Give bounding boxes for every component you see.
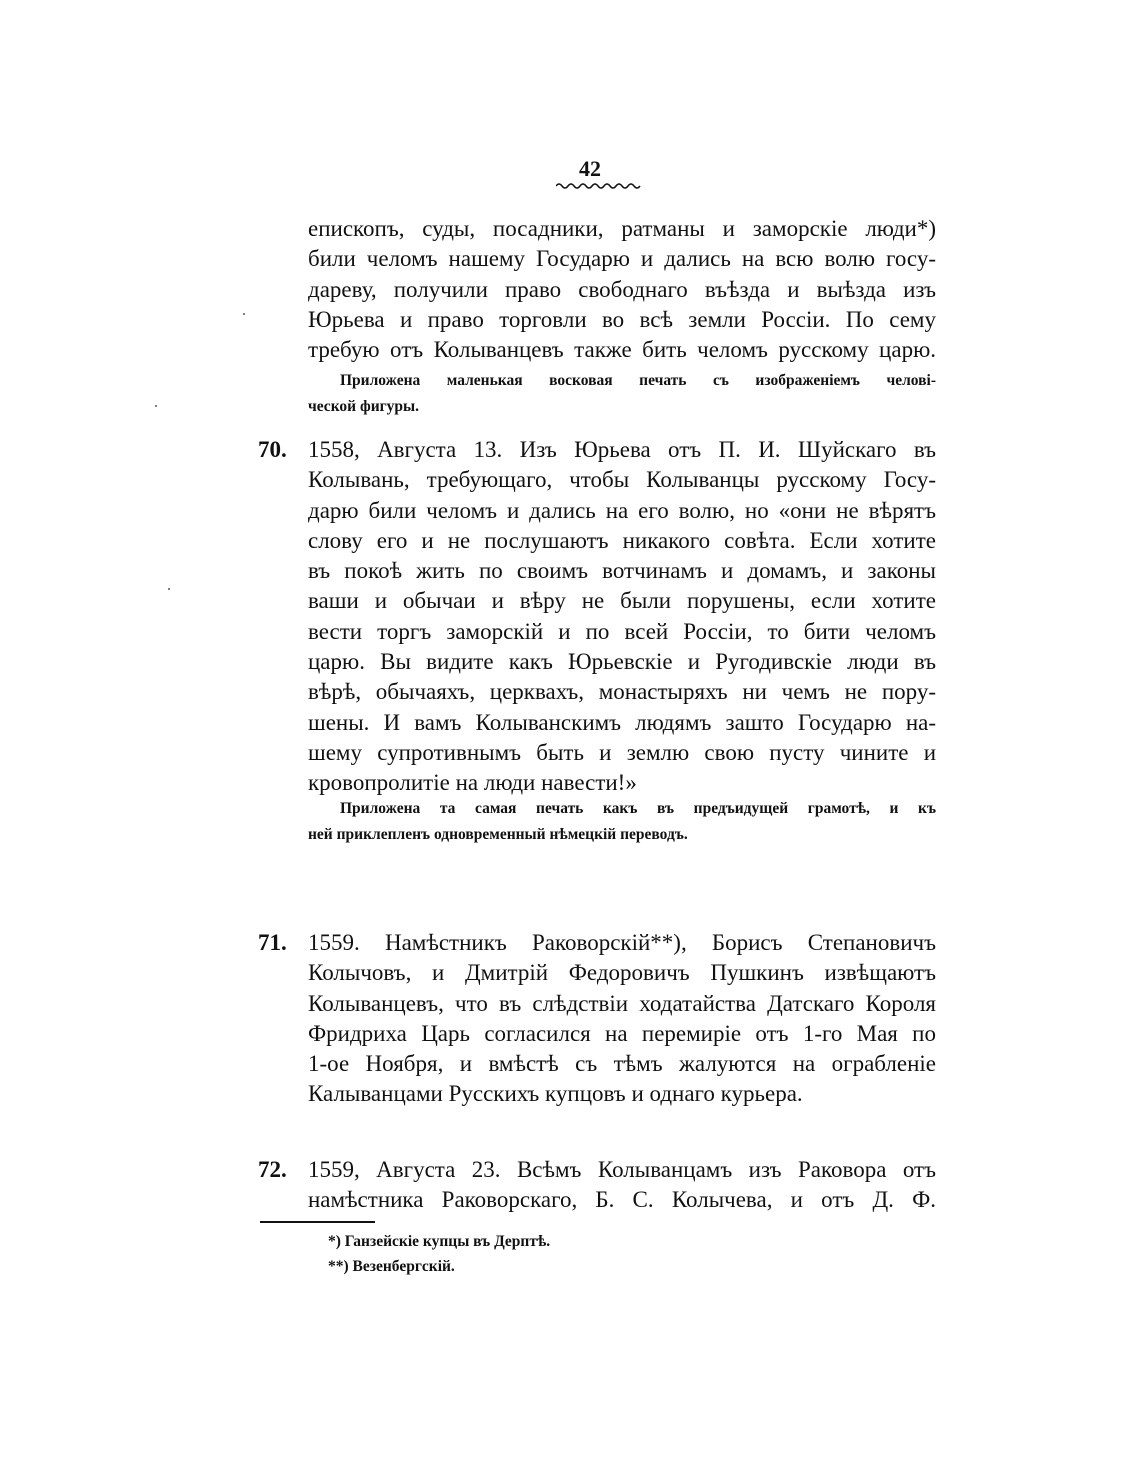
text-line: требую отъ Колыванцевъ также бить челомъ русскому царю. [308, 337, 936, 363]
text-line: Колыванцевъ, что въ слѣдствіи ходатайства Датскаго Короля [308, 990, 936, 1016]
entry-70-note [308, 796, 936, 847]
text-line: ней приклепленъ одновременный нѣмецкій переводъ. [308, 825, 688, 843]
text-line: дареву, получили право свободнаго въѣзда и выѣзда изъ [308, 276, 936, 302]
text-line: били челомъ нашему Государю и дались на всю волю госу- [308, 246, 936, 272]
entry-70 [258, 435, 936, 799]
text-line: шему супротивнымъ быть и землю свою пусту чините и [308, 739, 936, 765]
text-line: ваши и обычаи и вѣру не были порушены, если хотите [308, 588, 936, 614]
footnote-2: **) Везенбергскій. [328, 1258, 455, 1275]
text-line: Юрьева и право торговли во всѣ земли Россіи. По сему [308, 306, 936, 332]
continuation-paragraph [308, 214, 936, 365]
text-line: ческой фигуры. [308, 397, 420, 415]
scan-speck [168, 588, 170, 590]
entry-number: 72. [258, 1157, 287, 1182]
text-line: царю. Вы видите какъ Юрьевскіе и Ругодивскіе люди въ [308, 649, 936, 675]
text-line: Калыванцами Русскихъ купцовъ и однаго курьера. [308, 1081, 803, 1107]
text-line: епископъ, суды, посадники, ратманы и заморскіе люди*) [308, 216, 936, 241]
entry-71 [258, 928, 936, 1110]
page-number-ornament [556, 182, 642, 190]
text-line: вести торгъ заморскій и по всей Россіи, то бити челомъ [308, 618, 936, 644]
text-line: шены. И вамъ Колыванскимъ людямъ зашто Государю на- [308, 709, 936, 735]
page-number: 42 [579, 156, 601, 181]
text-line: кровопролитіе на люди навести!» [308, 770, 637, 796]
text-line: Приложена маленькая восковая печать съ изображеніемъ челові- [340, 372, 936, 389]
text-line: Приложена та самая печать какъ въ предъидущей грамотѣ, и къ [340, 800, 936, 817]
scan-speck [243, 313, 245, 315]
text-line: слову его и не послушаютъ никакого совѣта. Если хотите [308, 527, 936, 553]
entry-72 [258, 1155, 936, 1216]
footnote-1: *) Ганзейскіе купцы въ Дерптѣ. [328, 1233, 551, 1250]
text-line: Фридриха Царь согласился на перемиріе отъ 1-го Мая по [308, 1020, 936, 1046]
entry-number: 71. [258, 930, 287, 955]
text-line: 1559, Августа 23. Всѣмъ Колыванцамъ изъ Раковора отъ [308, 1157, 936, 1182]
text-line: въ покоѣ жить по своимъ вотчинамъ и домамъ, и законы [308, 558, 936, 584]
text-line: 1558, Августа 13. Изъ Юрьева отъ П. И. Шуйскаго въ [308, 437, 936, 462]
text-line: 1559. Намѣстникъ Раковорскій**), Борисъ Степановичъ [308, 930, 936, 955]
text-line: вѣрѣ, обычаяхъ, церквахъ, монастыряхъ ни чемъ не пору- [308, 679, 936, 705]
text-line: намѣстника Раковорскаго, Б. С. Колычева, и отъ Д. Ф. [308, 1187, 936, 1213]
text-line: Колывань, требующаго, чтобы Колыванцы русскому Госу- [308, 467, 936, 493]
text-line: Колычовъ, и Дмитрій Федоровичъ Пушкинъ извѣщаютъ [308, 960, 936, 986]
text-line: дарю били челомъ и дались на его волю, но «они не вѣрятъ [308, 497, 936, 523]
scan-speck [155, 405, 157, 407]
footnote-divider [260, 1221, 375, 1223]
entry-number: 70. [258, 437, 287, 462]
text-line: 1-ое Ноября, и вмѣстѣ съ тѣмъ жалуются на ограбленіе [308, 1051, 936, 1077]
continuation-note [308, 368, 936, 419]
